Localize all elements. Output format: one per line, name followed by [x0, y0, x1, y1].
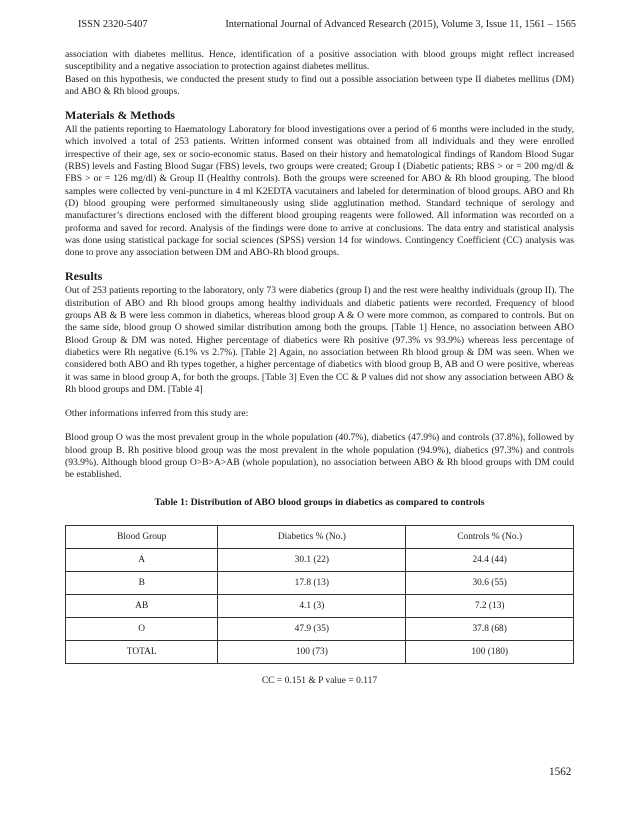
- table-cell: 4.1 (3): [218, 594, 406, 617]
- methods-heading: Materials & Methods: [65, 108, 175, 123]
- table-row: [66, 571, 574, 594]
- table-cell: TOTAL: [66, 640, 218, 663]
- table-cell: 30.6 (55): [406, 571, 574, 594]
- results-paragraph-1: Out of 253 patients reporting to the laboratory, only 73 were diabetics (group I) and the rest were healthy individuals (group II). The distribution of ABO and Rh blood groups among healthy individuals and diabetic patients were recorded. Frequency of blood groups AB & B were less common in diabetics, whereas blood group A & O were more common, as compared to controls. But on the same side, blood group O showed similar distribution among both the groups. [Table 1] Hence, no association between ABO Blood Group & DM was noted. Higher percentage of diabetics were Rh positive (97.3% vs 93.9%) whereas less percentage of diabetics were Rh negative (6.1% vs 2.7%). [Table 2] Again, no association between Rh blood group & DM was seen. When we considered both ABO and Rh types together, a higher percentage of diabetics with blood group B, AB and O were positive, whereas it was same in blood group A, for both the groups. [Table 3] Even the CC & P values did not show any association between ABO & Rh blood groups and DM. [Table 4]: [65, 285, 574, 395]
- intro-paragraph-1: association with diabetes mellitus. Hence, identification of a positive association with blood groups might reflect increased susceptibility and a negative association to protection against diabetes mellitus.: [65, 49, 574, 73]
- results-paragraph-3: Blood group O was the most prevalent group in the whole population (40.7%), diabetics (47.9%) and controls (37.8%), followed by blood group B. Rh positive blood group was the most prevalent in the whole population (94.9%), diabetics (97.3%) and controls (93.9%). Although blood group O>B>A>AB (whole population), no association between ABO & Rh blood groups with DM could be established.: [65, 432, 574, 481]
- table-cell: 7.2 (13): [406, 594, 574, 617]
- table-cell: O: [66, 617, 218, 640]
- table-cell: 37.8 (68): [406, 617, 574, 640]
- page-number: 1562: [549, 766, 572, 778]
- table-header-cell: Controls % (No.): [406, 525, 574, 548]
- running-header: [64, 19, 576, 30]
- table-header-cell: Diabetics % (No.): [218, 525, 406, 548]
- table-row: [66, 617, 574, 640]
- methods-paragraph: All the patients reporting to Haematology Laboratory for blood investigations over a period of 6 months were included in the study, which involved a total of 253 patients. Written informed consent was obtained from all individuals and they were enrolled irrespective of their age, sex or socio-economic status. Based on their history and hematological findings of Random Blood Sugar (RBS) levels and Fasting Blood Sugar (FBS) levels, two groups were created; Group I (Diabetic patients; RBS > or = 200 mg/dl & FBS > or = 126 mg/dl) & Group II (Healthy controls). Both the groups were screened for ABO & Rh blood grouping. The blood samples were collected by veni-puncture in 4 ml K2EDTA vacutainers and labeled for determination of blood groups. ABO and Rh (D) blood grouping were performed simultaneously using slide agglutination method. Standard technique of serology and manufacturer’s directions enclosed with the different blood grouping reagents were followed. All information was recorded on a proforma and saved for record. Analysis of the findings were done to arrive at conclusions. The data entry and statistical analysis was done using statistical package for social sciences (SPSS) version 14 for windows. Contingency Coefficient (CC) analysis was done to prove any association between DM and ABO-Rh blood groups.: [65, 124, 574, 259]
- body-text: [65, 49, 574, 687]
- table-cell: 24.4 (44): [406, 548, 574, 571]
- table-1: [65, 525, 574, 664]
- results-heading: Results: [65, 269, 103, 284]
- table-cell: 47.9 (35): [218, 617, 406, 640]
- intro-paragraph-2: Based on this hypothesis, we conducted the present study to find out a possible association between type II diabetes mellitus (DM) and ABO & Rh blood groups.: [65, 73, 574, 97]
- results-paragraph-2: Other informations inferred from this study are:: [65, 408, 249, 420]
- table-cell: AB: [66, 594, 218, 617]
- table-row: [66, 548, 574, 571]
- table-1-footnote: CC = 0.151 & P value = 0.117: [261, 675, 378, 686]
- table-header-row: [66, 525, 574, 548]
- table-cell: 30.1 (22): [218, 548, 406, 571]
- table-1-title: Table 1: Distribution of ABO blood groups in diabetics as compared to controls: [154, 496, 485, 508]
- table-row: [66, 640, 574, 663]
- table-cell: A: [66, 548, 218, 571]
- table-cell: 100 (73): [218, 640, 406, 663]
- table-header-cell: Blood Group: [66, 525, 218, 548]
- issn: ISSN 2320-5407: [78, 19, 148, 30]
- table-row: [66, 594, 574, 617]
- table-cell: 100 (180): [406, 640, 574, 663]
- table-cell: B: [66, 571, 218, 594]
- journal-citation: International Journal of Advanced Research (2015), Volume 3, Issue 11, 1561 – 1565: [225, 19, 576, 30]
- table-cell: 17.8 (13): [218, 571, 406, 594]
